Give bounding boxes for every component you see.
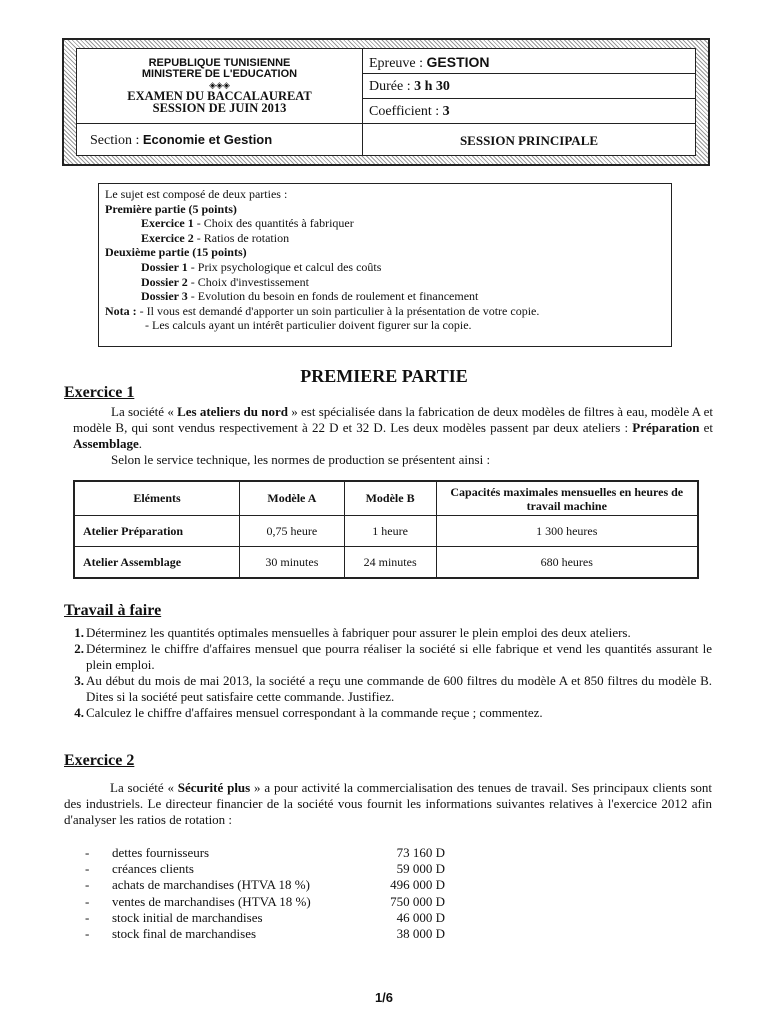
task-list (56, 625, 712, 721)
table-cell: 24 minutes (344, 547, 436, 579)
duree-label: Durée : (369, 79, 415, 94)
financial-data-list (85, 845, 445, 942)
table-cell: 1 300 heures (436, 516, 698, 547)
list-item: - ventes de marchandises (HTVA 18 %) 750 000 D (85, 893, 445, 909)
exercice1-paragraph: La société « Les ateliers du nord » est spécialisée dans la fabrication de deux modèles de filtres à eau, modèle A et modèle B, qui sont vendus respectivement à 22 D et 32 D. Les deux modèles passent par deux ateliers : Préparation et Assemblage. (73, 404, 713, 451)
epreuve-value: GESTION (426, 54, 490, 70)
summary-dossier1: Dossier 1 - Prix psychologique et calcul des coûts (141, 259, 382, 274)
exercice1-norms-intro: Selon le service technique, les normes de production se présentent ainsi : (111, 452, 491, 467)
summary-note2: - Les calculs ayant un intérêt particulier doivent figurer sur la copie. (145, 318, 472, 333)
ministry-label: MINISTERE DE L'EDUCATION (141, 68, 298, 80)
table-header: Eléments (74, 481, 240, 516)
table-header-row (74, 481, 698, 516)
table-cell: 0,75 heure (240, 516, 345, 547)
epreuve-label: Epreuve : (369, 56, 427, 71)
table-row (74, 547, 698, 579)
list-item: - stock final de marchandises 38 000 D (85, 925, 445, 941)
summary-part2: Deuxième partie (15 points) (105, 245, 247, 260)
coefficient-label: Coefficient : (369, 104, 443, 119)
list-item: 4. Calculez le chiffre d'affaires mensuel correspondant à la commande reçue ; commentez. (74, 705, 543, 720)
section-cell (76, 123, 363, 156)
session-type: SESSION PRINCIPALE (459, 133, 599, 148)
exercice2-statement (64, 780, 712, 828)
subject-summary-box (98, 183, 672, 347)
work-title: Travail à faire (64, 602, 162, 619)
list-item: 2. Déterminez le chiffre d'affaires mensuel que pourra réaliser la société si elle fabrique et vend les quantités assurant le plein emploi. (74, 641, 712, 672)
coefficient-value: 3 (442, 104, 450, 119)
ornament: ◈◈◈ (209, 80, 230, 90)
header-institution-cell (76, 48, 363, 124)
table-header: Capacités maximales mensuelles en heures de travail machine (436, 481, 698, 516)
republic-label: REPUBLIQUE TUNISIENNE (148, 57, 291, 69)
table-row (74, 516, 698, 547)
part-title: PREMIERE PARTIE (300, 366, 468, 386)
duree-cell (362, 73, 696, 99)
exam-title: EXAMEN DU BACCALAUREAT (127, 89, 312, 103)
section-label: Section : (90, 133, 143, 148)
epreuve-cell (362, 48, 696, 74)
exam-session: SESSION DE JUIN 2013 (152, 101, 287, 115)
production-norms-table (73, 480, 699, 579)
duree-value: 3 h 30 (414, 79, 450, 94)
table-header: Modèle B (344, 481, 436, 516)
table-header: Modèle A (240, 481, 345, 516)
summary-part1: Première partie (5 points) (105, 201, 237, 216)
list-item: - dettes fournisseurs 73 160 D (85, 845, 445, 860)
summary-dossier3: Dossier 3 - Evolution du besoin en fonds de roulement et financement (141, 289, 479, 304)
list-item: 1. Déterminez les quantités optimales mensuelles à fabriquer pour assurer le plein emploi des deux ateliers. (74, 625, 631, 640)
session-type-cell (362, 123, 696, 156)
table-cell: Atelier Préparation (74, 516, 240, 547)
exercice1-statement (73, 404, 713, 468)
summary-ex2: Exercice 2 - Ratios de rotation (141, 230, 290, 245)
summary-intro: Le sujet est composé de deux parties : (105, 187, 288, 201)
summary-ex1: Exercice 1 - Choix des quantités à fabriquer (141, 216, 354, 231)
list-item: - créances clients 59 000 D (85, 861, 445, 877)
page-number: 1/6 (374, 990, 394, 1005)
list-item: - stock initial de marchandises 46 000 D (85, 909, 445, 925)
section-value: Economie et Gestion (142, 132, 273, 147)
list-item: 3. Au début du mois de mai 2013, la société a reçu une commande de 600 filtres du modèle A et 850 filtres du modèle B. Dites si la société peut satisfaire cette commande. Justifiez. (74, 673, 712, 704)
exercice2-paragraph: La société « Sécurité plus » a pour activité la commercialisation des tenues de travail. Ses principaux clients sont des industriels. Le directeur financier de la société vous fournit les informations suivantes relatives à l'exercice 2012 afin d'analyser les ratios de rotation : (64, 780, 712, 827)
table-cell: 30 minutes (240, 547, 345, 579)
exercice1-title: Exercice 1 (64, 384, 135, 401)
exercice2-title: Exercice 2 (64, 752, 135, 769)
summary-dossier2: Dossier 2 - Choix d'investissement (141, 274, 309, 289)
table-cell: 680 heures (436, 547, 698, 579)
coefficient-cell (362, 98, 696, 124)
list-item: - achats de marchandises (HTVA 18 %) 496 000 D (85, 877, 445, 893)
summary-note: Nota : - Il vous est demandé d'apporter un soin particulier à la présentation de votre copie. (105, 303, 540, 318)
table-cell: Atelier Assemblage (74, 547, 240, 579)
table-cell: 1 heure (344, 516, 436, 547)
